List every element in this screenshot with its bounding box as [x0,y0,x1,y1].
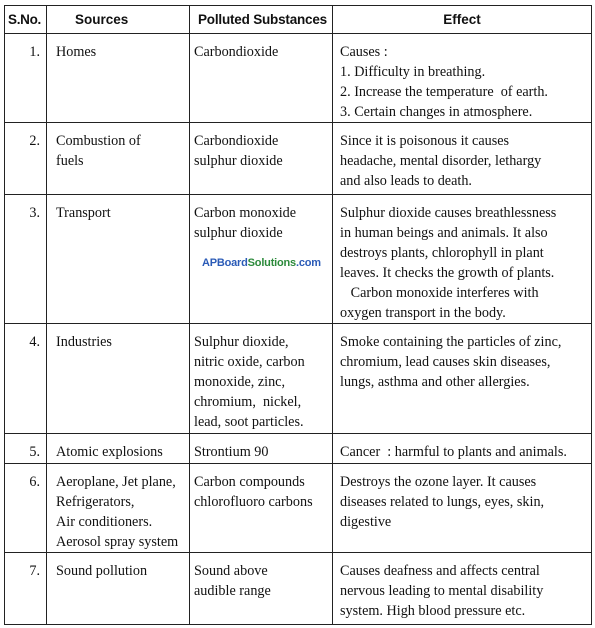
substances-line: nitric oxide, carbon [194,354,305,370]
source-cell [47,464,190,553]
source-line: Aeroplane, Jet plane, [56,474,176,490]
substances-line: sulphur dioxide [194,225,283,241]
substances-line: Carbon compounds [194,474,305,490]
effect-line: nervous leading to mental disability [340,583,544,599]
header-sno: S.No. [5,6,47,34]
row-number: 6. [5,464,47,553]
substances-line: Carbon monoxide [194,205,297,221]
substances-line: Sulphur dioxide, [194,334,289,350]
effect-cell [333,34,592,123]
source-line: Sound pollution [56,563,148,579]
substances-line: chlorofluoro carbons [194,494,313,510]
effect-line: 1. Difficulty in breathing. [340,64,486,80]
source-cell [47,553,190,625]
source-line: Atomic explosions [56,444,163,460]
substances-line: lead, soot particles. [194,414,304,430]
substances-line: audible range [194,583,271,599]
effect-line: headache, mental disorder, lethargy [340,153,542,169]
effect-cell [333,434,592,464]
effect-line: in human beings and animals. It also [340,225,548,241]
table-row [5,553,592,625]
effect-cell [333,553,592,625]
effect-line: Carbon monoxide interferes with [340,285,539,301]
effect-line: digestive [340,514,392,530]
substances-line: Strontium 90 [194,444,269,460]
source-line: Refrigerators, [56,494,135,510]
table-body [5,34,592,625]
substances-cell [190,434,333,464]
substances-cell [190,464,333,553]
effect-line: lungs, asthma and other allergies. [340,374,530,390]
source-line: fuels [56,153,84,169]
substances-line: Carbondioxide [194,133,279,149]
header-sources: Sources [47,6,190,34]
substances-cell [190,34,333,123]
effect-line: Causes : [340,44,388,60]
effect-line: Destroys the ozone layer. It causes [340,474,537,490]
effect-line: leaves. It checks the growth of plants. [340,265,555,281]
row-number: 1. [5,34,47,123]
source-line: Air conditioners. [56,514,153,530]
effect-line: 3. Certain changes in atmosphere. [340,104,533,120]
pollution-table [4,5,592,625]
effect-line: 2. Increase the temperature of earth. [340,84,548,100]
watermark-logo: APBoardSolutions.com [202,257,321,269]
substances-line: Carbondioxide [194,44,279,60]
effect-line: Sulphur dioxide causes breathlessness [340,205,557,221]
row-number: 2. [5,123,47,195]
row-number: 4. [5,324,47,434]
source-line: Aerosol spray system [56,534,179,550]
effect-line: Causes deafness and affects central [340,563,540,579]
header-polluted-substances: Polluted Substances [190,6,333,34]
source-cell [47,434,190,464]
effect-line: Cancer : harmful to plants and animals. [340,444,567,460]
source-line: Industries [56,334,112,350]
effect-line: Smoke containing the particles of zinc, [340,334,562,350]
table-row [5,123,592,195]
substances-cell [190,324,333,434]
source-cell [47,123,190,195]
header-effect: Effect [333,6,592,34]
effect-cell [333,324,592,434]
effect-line: diseases related to lungs, eyes, skin, [340,494,545,510]
substances-line: Sound above [194,563,268,579]
substances-cell [190,553,333,625]
effect-line: destroys plants, chlorophyll in plant [340,245,544,261]
table-row [5,34,592,123]
table-row [5,464,592,553]
effect-line: system. High blood pressure etc. [340,603,526,619]
substances-cell [190,123,333,195]
effect-cell [333,123,592,195]
source-line: Combustion of [56,133,141,149]
effect-line: chromium, lead causes skin diseases, [340,354,551,370]
source-line: Homes [56,44,97,60]
effect-cell [333,464,592,553]
row-number: 5. [5,434,47,464]
effect-cell [333,195,592,324]
effect-line: oxygen transport in the body. [340,305,506,321]
source-cell [47,324,190,434]
row-number: 7. [5,553,47,625]
header-row [5,6,592,34]
effect-line: and also leads to death. [340,173,472,189]
source-cell [47,34,190,123]
table-row [5,324,592,434]
substances-line: sulphur dioxide [194,153,283,169]
table-row [5,434,592,464]
substances-line: monoxide, zinc, [194,374,286,390]
source-line: Transport [56,205,111,221]
source-cell [47,195,190,324]
row-number: 3. [5,195,47,324]
effect-line: Since it is poisonous it causes [340,133,510,149]
substances-line: chromium, nickel, [194,394,302,410]
